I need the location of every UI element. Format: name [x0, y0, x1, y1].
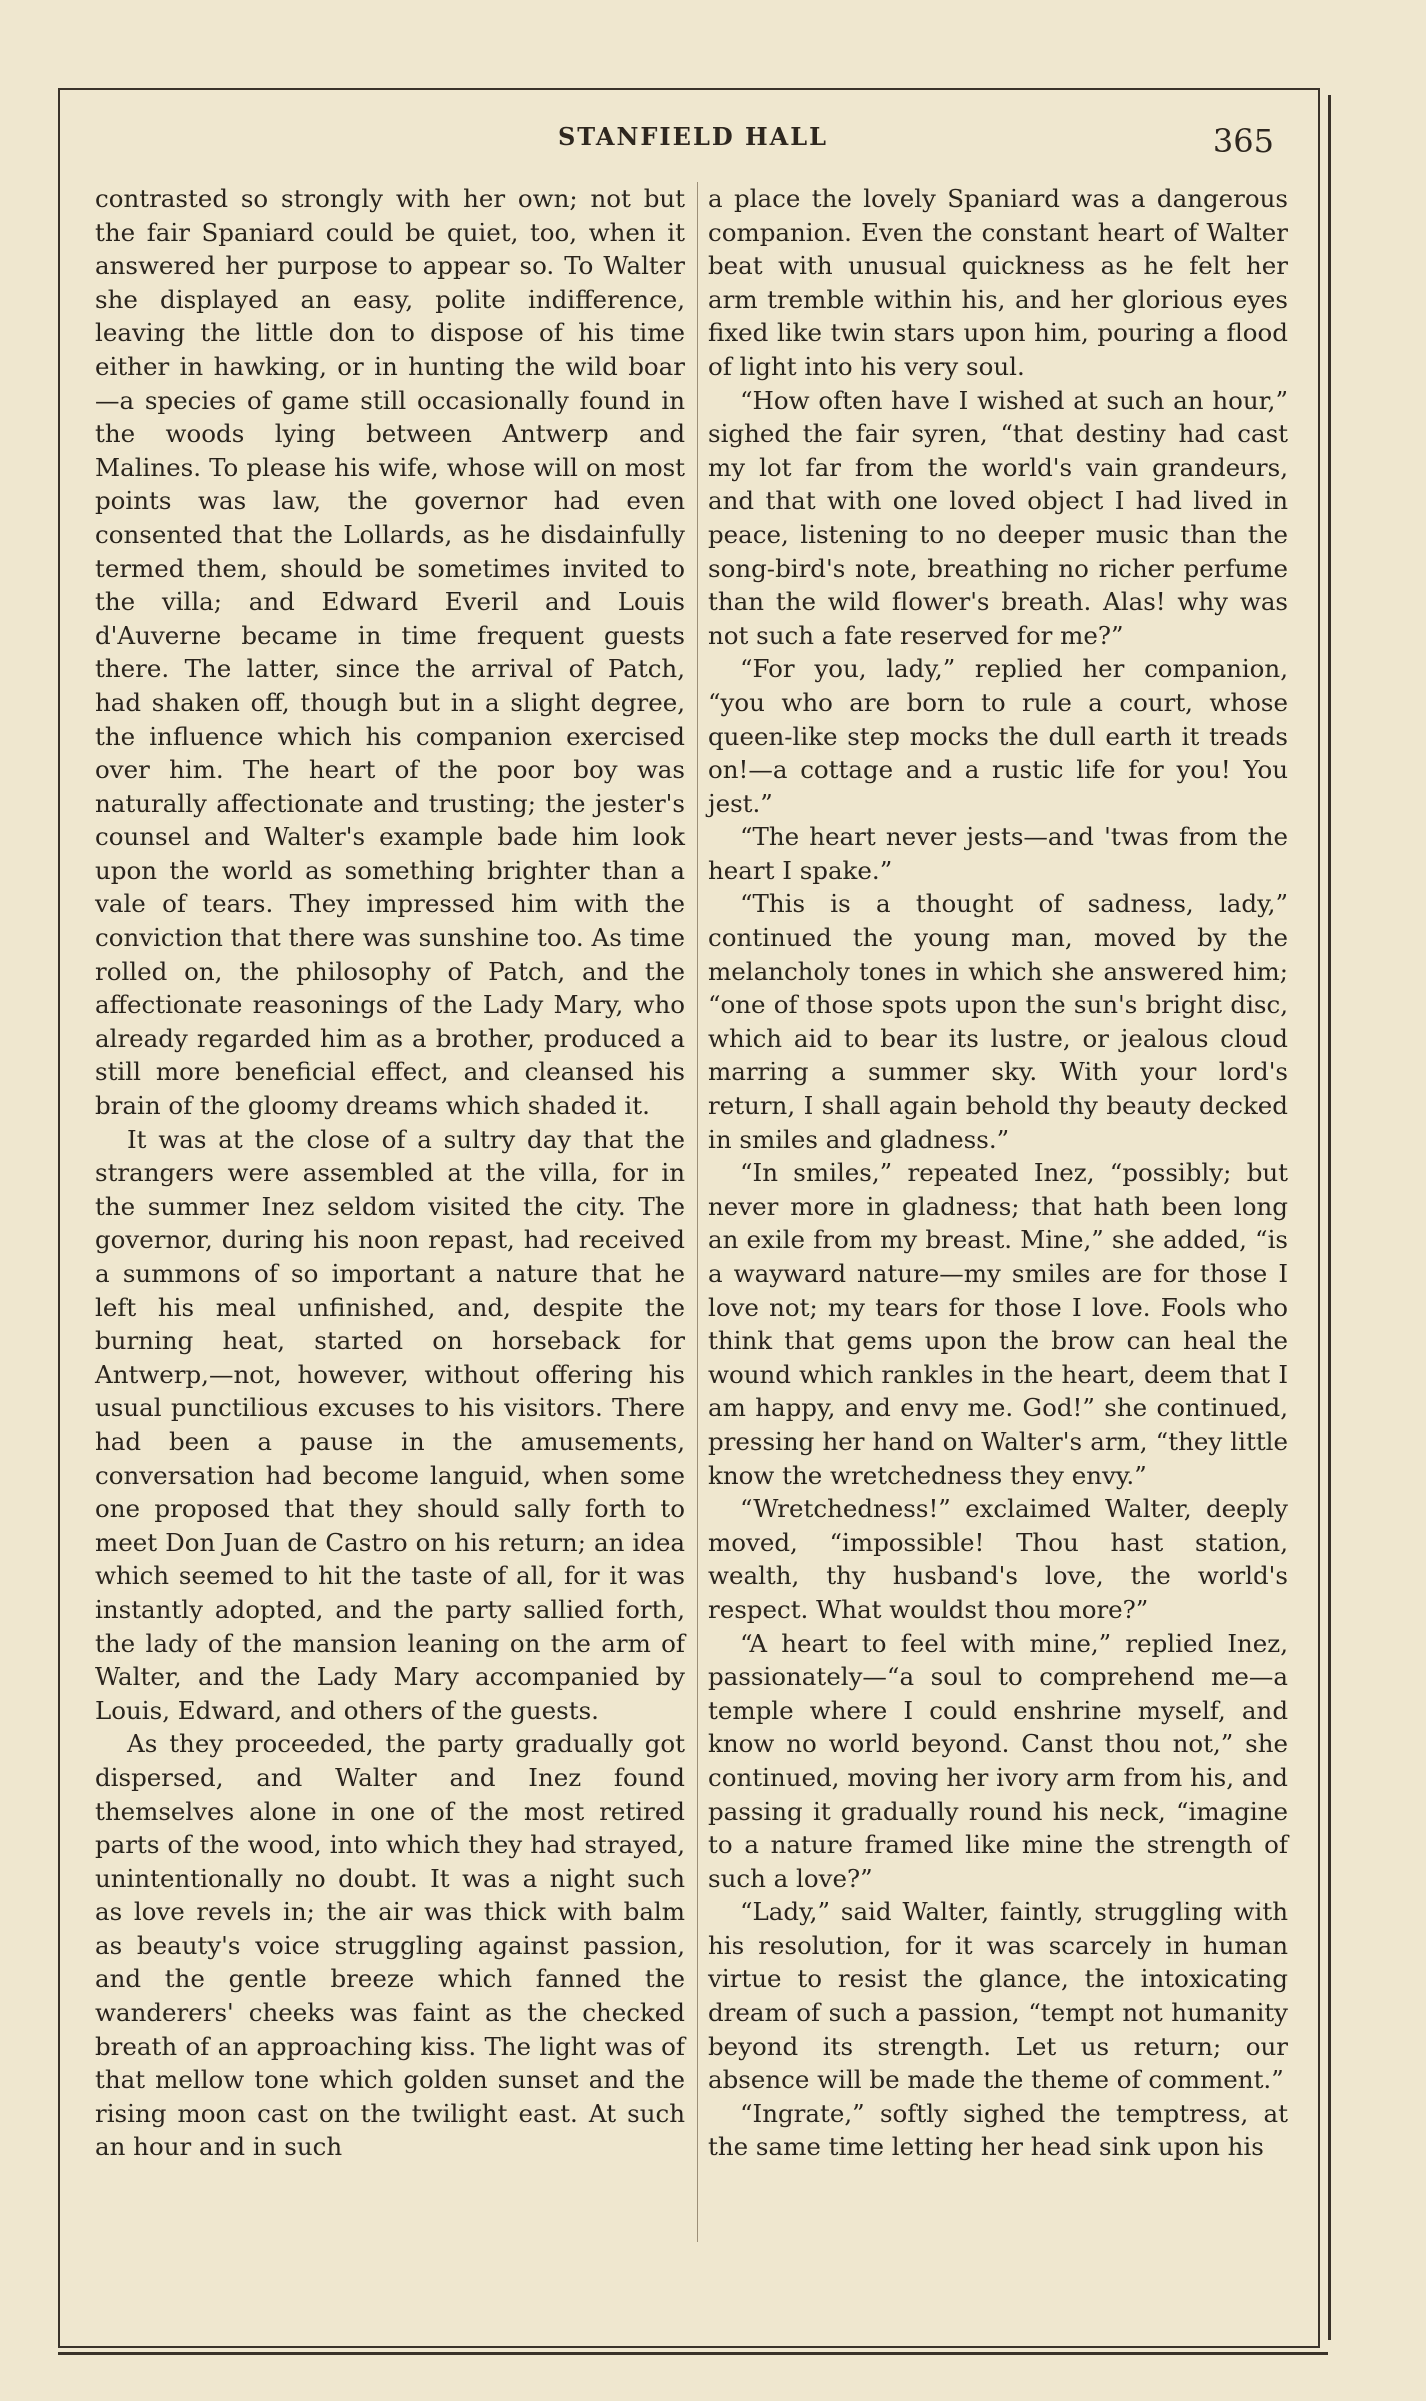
right-column — [708, 182, 1288, 2164]
paragraph: It was at the close of a sultry day that the strangers were assembled at the villa, for in the summer Inez seldom visited the city. The governor, during his noon repast, had received a summons of so important a nature that he left his meal unfinished, and, despite the burning heat, started on horseback for Antwerp,—not, however, without offering his usual punctilious excuses to his visitors. There had been a pause in the amusements, conversation had become languid, when some one proposed that they should sally forth to meet Don Juan de Castro on his return; an idea which seemed to hit the taste of all, for it was instantly adopted, and the party sallied forth, the lady of the mansion leaning on the arm of Walter, and the Lady Mary accompanied by Louis, Edward, and others of the guests. — [95, 1124, 685, 1725]
paragraph: “Ingrate,” softly sighed the temptress, at the same time letting her head sink upon his — [708, 2098, 1288, 2162]
paragraph: “Lady,” said Walter, faintly, struggling with his resolution, for it was scarcely in human virtue to resist the glance, the intoxicating dream of such a passion, “tempt not humanity beyond its strength. Let us return; our absence will be made the theme of comment.” — [708, 1897, 1288, 2095]
page-number: 365 — [1212, 122, 1274, 160]
paragraph: “The heart never jests—and 'twas from the heart I spake.” — [708, 822, 1288, 885]
left-column — [95, 182, 685, 2164]
bottom-border-rule — [58, 2352, 1328, 2355]
paragraph: “A heart to feel with mine,” replied Inez, passionately—“a soul to comprehend me—a temple where I could enshrine myself, and know no world beyond. Canst thou not,” she continued, moving her ivory arm from his, and passing it gradually round his neck, “imagine to a nature framed like mine the strength of such a love?” — [708, 1628, 1288, 1893]
page-header — [88, 112, 1298, 172]
paragraph: “Wretchedness!” exclaimed Walter, deeply moved, “impossible! Thou hast station, wealth, thy husband's love, the world's respect. What wouldst thou more?” — [708, 1494, 1288, 1624]
paragraph: “In smiles,” repeated Inez, “possibly; but never more in gladness; that hath been long an exile from my breast. Mine,” she added, “is a wayward nature—my smiles are for those I love not; my tears for those I love. Fools who think that gems upon the brow can heal the wound which rankles in the heart, deem that I am happy, and envy me. God!” she continued, pressing her hand on Walter's arm, “they little know the wretchedness they envy.” — [708, 1158, 1288, 1490]
paragraph: “How often have I wished at such an hour,” sighed the fair syren, “that destiny had cast my lot far from the world's vain grandeurs, and that with one loved object I had lived in peace, listening to no deeper music than the song-bird's note, breathing no richer perfume than the wild flower's breath. Alas! why was not such a fate reserved for me?” — [708, 385, 1288, 650]
paragraph: As they proceeded, the party gradually got dispersed, and Walter and Inez found themselves alone in one of the most retired parts of the wood, into which they had strayed, unintentionally no doubt. It was a night such as love revels in; the air was thick with balm as beauty's voice struggling against passion, and the gentle breeze which fanned the wanderers' cheeks was faint as the checked breath of an approaching kiss. The light was of that mellow tone which golden sunset and the rising moon cast on the twilight east. At such an hour and in such — [95, 1729, 685, 2162]
running-title: STANFIELD HALL — [557, 122, 829, 151]
column-divider — [697, 182, 698, 2242]
paragraph: “This is a thought of sadness, lady,” continued the young man, moved by the melancholy tones in which she answered him; “one of those spots upon the sun's bright disc, which aid to bear its lustre, or jealous cloud marring a summer sky. With your lord's return, I shall again behold thy beauty decked in smiles and gladness.” — [708, 889, 1288, 1154]
paragraph: a place the lovely Spaniard was a dangerous companion. Even the constant heart of Walter beat with unusual quickness as he felt her arm tremble within his, and her glorious eyes fixed like twin stars upon him, pouring a flood of light into his very soul. — [708, 184, 1288, 381]
paragraph: contrasted so strongly with her own; not but the fair Spaniard could be quiet, too, when it answered her purpose to appear so. To Walter she displayed an easy, polite indifference, leaving the little don to dispose of his time either in hawking, or in hunting the wild boar—a species of game still occasionally found in the woods lying between Antwerp and Malines. To please his wife, whose will on most points was law, the governor had even consented that the Lollards, as he disdainfully termed them, should be sometimes invited to the villa; and Edward Everil and Louis d'Auverne became in time frequent guests there. The latter, since the arrival of Patch, had shaken off, though but in a slight degree, the influence which his companion exercised over him. The heart of the poor boy was naturally affectionate and trusting; the jester's counsel and Walter's example bade him look upon the world as something brighter than a vale of tears. They impressed him with the conviction that there was sunshine too. As time rolled on, the philosophy of Patch, and the affectionate reasonings of the Lady Mary, who already regarded him as a brother, produced a still more beneficial effect, and cleansed his brain of the gloomy dreams which shaded it. — [95, 184, 685, 1121]
right-border-rule — [1328, 95, 1331, 2340]
paragraph: “For you, lady,” replied her companion, “you who are born to rule a court, whose queen-like step mocks the dull earth it treads on!—a cottage and a rustic life for you! You jest.” — [708, 654, 1288, 818]
